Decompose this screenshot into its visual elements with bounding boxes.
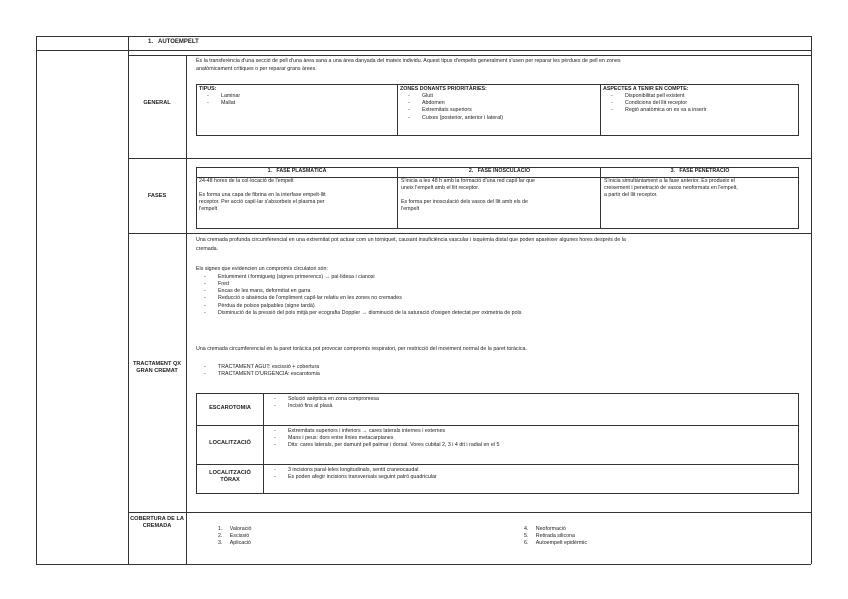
- list-item: 6. Autoempelt epidèrmic: [524, 540, 588, 547]
- list-item: - Pèrdua de polsos palpables (signe tardà): [196, 303, 521, 310]
- fase-penetracio-text: S'inicia simultàniament a la fase anterior. Es produeix el creixement i penetració de vasos neoformats en l'empelt, a partir del llit receptor.: [604, 178, 738, 199]
- zones-list: [400, 93, 597, 122]
- fase-header-1: 1. FASE PLASMÀTICA: [267, 168, 327, 174]
- list-item: - Incisió fins al plasà: [266, 403, 379, 410]
- general-intro-line1: És la transferència d'una secció de pell d'una àrea sana a una àrea danyada del mateix individu. Aquest tipus d'empelts generalment s'usen per reparar les pèrdues de pell en zones: [196, 58, 621, 64]
- cobertura-list-right: [524, 526, 587, 547]
- list-item: - Reducció o absència de l'ompliment capil·lar relatiu en les zones no cremades: [196, 295, 521, 302]
- list-item: - Extremitats superiors: [400, 107, 597, 114]
- localitzacio-list: [266, 428, 499, 449]
- tractament-p2: Una cremada circumferencial en la paret toràcica pot provocar compromís respiratori, per restricció del moviment normal de la paret toràcica.: [196, 346, 527, 352]
- list-item: 4. Neoformació: [524, 526, 566, 532]
- list-item: - Laminar: [199, 93, 394, 100]
- general-top-border: [128, 55, 811, 56]
- escarotomia-list: [266, 396, 379, 410]
- list-item: - Dits: cares laterals, per damunt pell palmar i dorsal. Vores cubital 2, 3 i 4 dit i radial en el 5: [266, 442, 499, 449]
- fase-inosculacio-text: S'inicia a les 48 h amb la formació d'una red capil·lar que uneix l'empelt amb el llit receptor. Es forma per inosculació dels vasos del llit amb els de l'empelt: [401, 178, 535, 213]
- list-item: - Regió anatòmica on es va a inserir: [603, 107, 798, 114]
- list-item: - Condicions del llit receptor: [603, 100, 798, 107]
- cobertura-top-border: [128, 512, 811, 513]
- tractament-p1-line2: cremada.: [196, 246, 219, 252]
- list-item: - TRACTAMENT AGUT: escissió + cobertura: [196, 364, 320, 371]
- aspectes-list: [603, 93, 798, 114]
- aspectes-cell: [603, 86, 798, 115]
- list-item: - Abdomen: [400, 100, 597, 107]
- list-item: 1. Valoració: [218, 526, 252, 532]
- fases-top-border: [128, 158, 811, 159]
- zones-cell: [400, 86, 597, 122]
- list-item: 2. Escissió: [218, 533, 250, 540]
- list-item: - Mans i peus: dors entre línies metacarpianes: [266, 435, 499, 442]
- tipus-cell: [199, 86, 394, 107]
- list-item: - Es poden afegir incisions transversals seguint patró quadricular: [266, 474, 437, 481]
- list-item: - Disminució de la pressió del pols mitjà per ecografia Doppler → disminució de la saturació d'oxigen detectat per oximetria de pols: [196, 310, 521, 317]
- table-bottom-border: [36, 564, 811, 565]
- fases-label: FASES: [147, 193, 167, 199]
- column-divider: [128, 36, 129, 564]
- list-item: - Extremitats superiors i inferiors → cares laterals internes i externes: [266, 428, 499, 435]
- list-item: - Encas de les mans, deformitat en garra: [196, 288, 521, 295]
- title-row-border: [36, 50, 811, 51]
- localitzacio-torax-label: LOCALITZACIÓ TÒRAX: [209, 470, 251, 483]
- tractaments-list: [196, 364, 320, 378]
- tractament-top-border: [128, 233, 811, 234]
- general-intro-line2: anatòmicament crítiques o per reparar grans àrees.: [196, 66, 317, 72]
- fase-header-2: 2. FASE INOSCULACIÓ: [468, 168, 531, 174]
- list-item: - Gluti: [400, 93, 597, 100]
- table-right-border: [811, 36, 812, 564]
- list-item: - Cuixes (posterior, anterior i lateral): [400, 115, 597, 122]
- list-item: - Solució asèptica en zona compromesa: [266, 396, 379, 403]
- label-column-divider: [186, 55, 187, 564]
- general-label: GENERAL: [143, 100, 171, 106]
- escarotomia-label: ESCAROTOMIA: [209, 405, 251, 411]
- table-top-border: [36, 36, 811, 37]
- list-item: - TRACTAMENT D'URGÈNCIA: escarotomia: [196, 371, 320, 378]
- cobertura-list-left: [218, 526, 251, 547]
- cobertura-label: COBERTURA DE LA CREMADA: [130, 516, 184, 529]
- zones-header: ZONES DONANTS PRIORITÀRIES:: [400, 86, 487, 92]
- tractament-label: TRACTAMENT QX GRAN CREMAT: [132, 361, 182, 374]
- list-item: 5. Retirada silicona: [524, 533, 575, 540]
- list-item: - Fred: [196, 281, 521, 288]
- aspectes-header: ASPECTES A TENIR EN COMPTE:: [603, 86, 689, 92]
- tractament-p1-line1: Una cremada profunda circumferencial en una extremitat pot actuar com un torniquet, causant insuficiència vascular i isquèmia distal que poden aparèixer algunes hores després de la: [196, 237, 626, 243]
- torax-list: [266, 467, 437, 481]
- signes-list: [196, 274, 521, 317]
- list-item: 3. Aplicació: [218, 540, 251, 547]
- fase-plasmatica-text: 24-48 hores de la col·locació de l'empelt Es forma una capa de fibrina en la interfase empelt-llit receptor. Per acció capil·lar s'absorbeix el plasma per l'empelt: [199, 178, 326, 213]
- list-item: - Disponibilitat pell existent: [603, 93, 798, 100]
- list-item: - Entumiment i formigueig (signes primerencs) → pal·lidesa i cianosi: [196, 274, 521, 281]
- fase-header-3: 3. FASE PENETRACIÓ: [670, 168, 730, 174]
- signes-intro: Els signes que evidencien un compromís circulatori són:: [196, 266, 328, 272]
- tipus-list: [199, 93, 394, 107]
- tipus-header: TIPUS:: [199, 86, 217, 92]
- section-title: 1. AUTOEMPELT: [148, 39, 199, 45]
- list-item: - Mallat: [199, 100, 394, 107]
- table-left-border: [36, 36, 37, 564]
- list-item: - 3 incisions paral·leles longitudinals, sentit craneocaudal: [266, 467, 437, 474]
- localitzacio-label: LOCALITZACIÓ: [209, 440, 251, 446]
